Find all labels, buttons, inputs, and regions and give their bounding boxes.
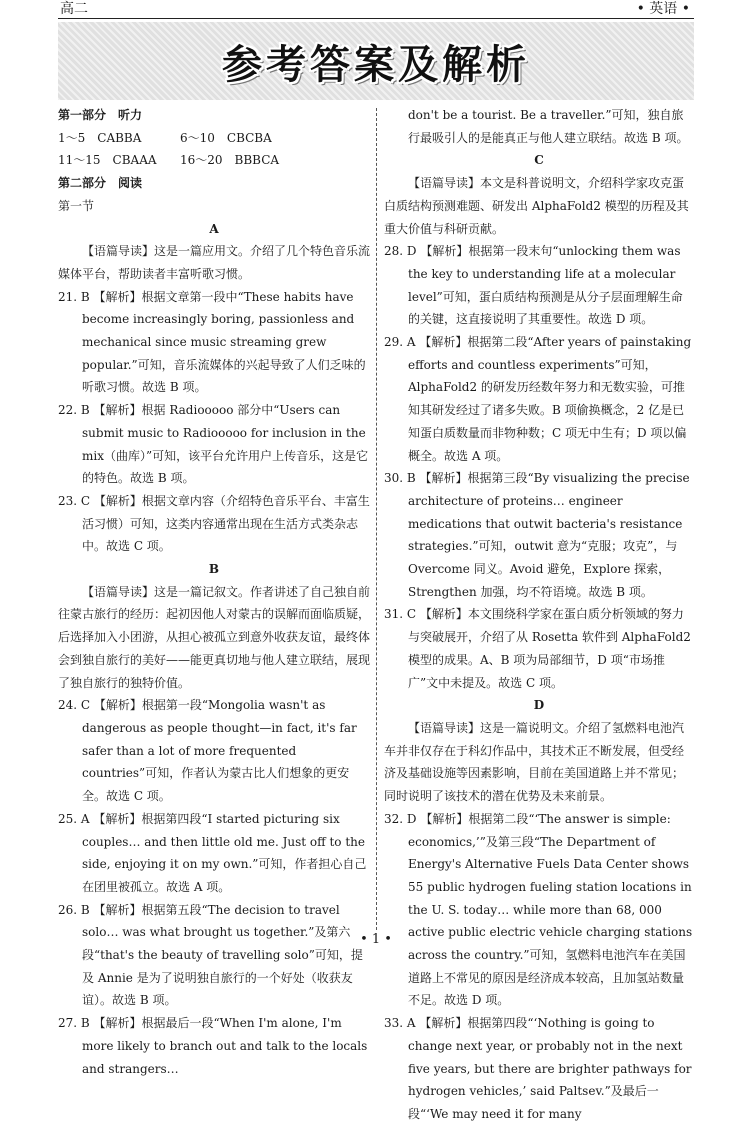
answer-item-30: 30. B 【解析】根据第三段“By visualizing the precise architecture of proteins… engineer medications that outwit bacteria's resistance strategies.”可知，outwit 意为“克服；攻克”，与 Overcome 同义。Avoid 避免，Explore 探索，Strengthen 加强，均不符语境。故选 B 项。 [384, 471, 690, 599]
passage-b-letter: B [208, 562, 220, 577]
answer-item-23: 23. C 【解析】根据文章内容（介绍特色音乐平台、丰富生活习惯）可知，这类内容通常出现在生活方式类杂志中。故选 C 项。 [58, 493, 370, 554]
grade-label: 高二 [60, 1, 88, 17]
answer-item-24: 24. C 【解析】根据第一段“Mongolia wasn't as dangerous as people thought—in fact, it's far safer than a lot of more frequented countries”可知，作者认为蒙古比人们想象的更安全。故选 C 项。 [58, 698, 357, 804]
answer-cell: 1～5 CABBA [58, 130, 142, 145]
column-divider [376, 108, 377, 930]
answer-item-27-continued: don't be a tourist. Be a traveller.”可知，独自旅行最吸引人的是能真正与他人建立联结。故选 B 项。 [408, 108, 689, 145]
right-column [384, 104, 694, 1126]
answer-item-28: 28. D 【解析】根据第一段末句“unlocking them was the key to understanding life at a molecular level”可知，蛋白质结构预测是从分子层面理解生命的关键，这直接说明了其重要性。故选 D 项。 [384, 244, 683, 327]
page-header [58, 0, 694, 19]
answer-item-22: 22. B 【解析】根据 Radiooooo 部分中“Users can submit music to Radiooooo for inclusion in the mix（曲库）”可知，该平台允许用户上传音乐，这是它的特色。故选 B 项。 [58, 403, 369, 486]
answer-row [58, 127, 370, 150]
answer-item-27: 27. B 【解析】根据最后一段“When I'm alone, I'm more likely to branch out and talk to the locals and strangers… [58, 1016, 368, 1076]
listening-heading: 第一部分 听力 [58, 108, 143, 122]
answer-item-25: 25. A 【解析】根据第四段“I started picturing six couples… and then little old me. Just off to the side, enjoying it on my own.”可知，作者担心自己在团里被孤立。故选 A 项。 [58, 811, 367, 894]
passage-c-letter: C [534, 153, 544, 168]
subject-label: • 英语 • [636, 1, 690, 17]
page-title: 参考答案及解析 [222, 41, 530, 88]
section-heading: 第一节 [58, 198, 95, 213]
passage-d-letter: D [533, 698, 545, 713]
page-number: • 1 • [360, 932, 392, 947]
passage-d-intro: 【语篇导读】这是一篇说明文。介绍了氢燃料电池汽车并非仅存在于科幻作品中，其技术正不断发展，但受经济及基础设施等因素影响，目前在美国道路上并不常见；同时说明了该技术的潜在优势及未来前景。 [384, 720, 685, 804]
answer-item-32: 32. D 【解析】根据第二段“‘The answer is simple: economics,’”及第三段“The Department of Energy's Alternative Fuels Data Center shows 55 public hydrogen fueling station locations in the U. S. today… while more than 68, 000 active public electric vehicle charging stations across the country.”可知，氢燃料电池汽车在美国道路上不常见的原因是经济成本较高，且加氢站数量不足。故选 D 项。 [384, 811, 693, 1008]
answer-item-21: 21. B 【解析】根据文章第一段中“These habits have become increasingly boring, passionless and mechanical since music streaming grew popular.”可知，音乐流媒体的兴起导致了人们乏味的听歌习惯。故选 B 项。 [58, 289, 366, 395]
answer-item-26: 26. B 【解析】根据第五段“The decision to travel solo… was what brought us together.”及第六段“that's the beauty of travelling solo”可知，提及 Annie 是为了说明独自旅行的一个好处（收获友谊）。故选 B 项。 [58, 902, 363, 1008]
passage-b-intro: 【语篇导读】这是一篇记叙文。作者讲述了自己独自前往蒙古旅行的经历：起初因他人对蒙古的误解而面临质疑，后选择加入小团游，从担心被孤立到意外收获友谊，最终体会到独自旅行的美好——能更真切地与他人建立联结，展现了独自旅行的独特价值。 [58, 584, 371, 690]
reading-heading: 第二部分 阅读 [58, 176, 143, 191]
passage-c-intro: 【语篇导读】本文是科普说明文，介绍科学家攻克蛋白质结构预测难题、研发出 AlphaFold2 模型的历程及其重大价值与科研贡献。 [384, 176, 689, 236]
passage-a-intro: 【语篇导读】这是一篇应用文。介绍了几个特色音乐流媒体平台，帮助读者丰富听歌习惯。 [58, 244, 371, 281]
answer-cell: 11～15 CBAAA [58, 153, 157, 168]
answer-item-33: 33. A 【解析】根据第四段“‘Nothing is going to change next year, or probably not in the next five years, but there are brighter pathways for hydrogen vehicles,’ said Paltsev.”及最后一段“‘We may need it for many [384, 1016, 692, 1121]
answer-cell: 6～10 CBCBA [180, 130, 272, 145]
passage-a-letter: A [209, 221, 219, 236]
answer-item-29: 29. A 【解析】根据第二段“After years of painstaking efforts and countless experiments”可知，AlphaFold2 的研发历经数年努力和无数实验，可推知其研发经过了诸多失败。B 项偷换概念，2 亿是已知蛋白质数量而非物种数；C 项无中生有；D 项以偏概全。故选 A 项。 [384, 335, 692, 463]
answer-row [58, 149, 370, 172]
answer-item-31: 31. C 【解析】本文围绕科学家在蛋白质分析领域的努力与突破展开，介绍了从 Rosetta 软件到 AlphaFold2 模型的成果。A、B 项为局部细节，D 项“市场推广”文中未提及。故选 C 项。 [384, 607, 691, 690]
answer-cell: 16～20 BBBCA [180, 153, 280, 168]
title-banner [58, 22, 694, 100]
